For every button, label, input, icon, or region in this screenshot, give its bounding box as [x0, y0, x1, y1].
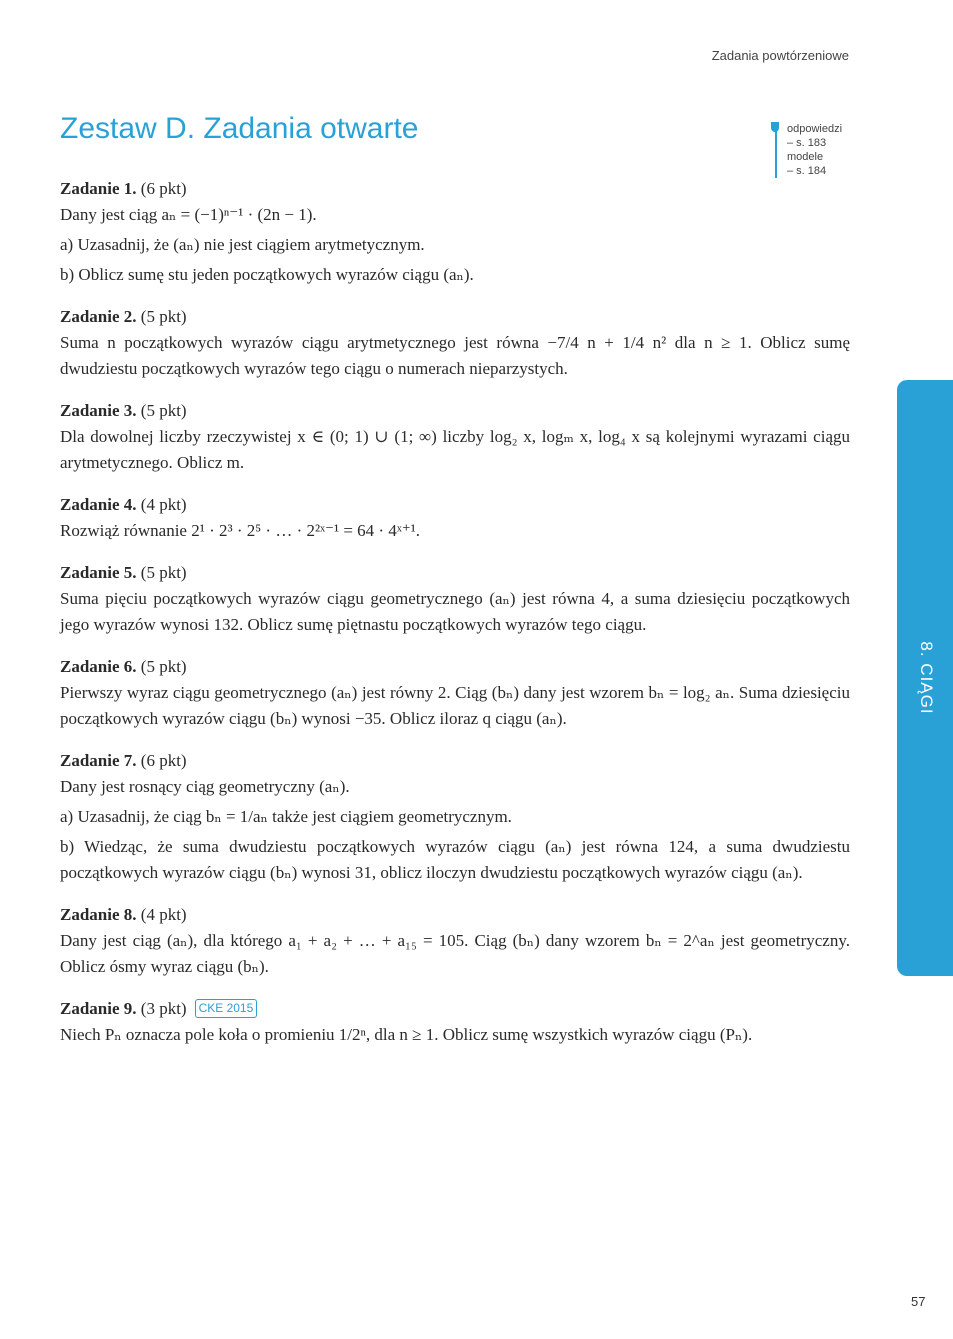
answers-sidenote: [775, 122, 842, 178]
task-points: (5 pkt): [140, 307, 187, 326]
page-title: Zestaw D. Zadania otwarte: [60, 112, 419, 145]
task-block: [60, 304, 850, 382]
task-points: (4 pkt): [140, 495, 187, 514]
task-text: Dany jest ciąg (aₙ), dla którego a₁ + a₂ + … + a₁₅ = 105. Ciąg (bₙ) dany wzorem bₙ = 2^aₙ jest geometryczny. Oblicz ósmy wyraz ciągu (bₙ).: [60, 931, 850, 976]
task-heading: [60, 492, 850, 518]
task-title: Zadanie 9.: [60, 999, 137, 1018]
exam-source-badge: CKE 2015: [195, 999, 258, 1018]
task-text: Suma n początkowych wyrazów ciągu arytmetycznego jest równa −7/4 n + 1/4 n² dla n ≥ 1. Oblicz sumę dwudziestu początkowych wyrazów tego ciągu o numerach nieparzystych.: [60, 333, 850, 378]
task-title: Zadanie 6.: [60, 657, 137, 676]
task-text: a) Uzasadnij, że ciąg bₙ = 1/aₙ także jest ciągiem geometrycznym.: [60, 807, 512, 826]
task-text: b) Oblicz sumę stu jeden początkowych wyrazów ciągu (aₙ).: [60, 265, 474, 284]
sidenote-line: modele: [787, 151, 824, 163]
task-text: Dany jest rosnący ciąg geometryczny (aₙ).: [60, 777, 350, 796]
chapter-side-tab: [897, 380, 953, 976]
task-block: [60, 176, 850, 288]
task-block: [60, 902, 850, 980]
sidenote-line: odpowiedzi: [787, 123, 843, 135]
sidenote-line: – s. 184: [787, 165, 827, 177]
task-points: (3 pkt): [140, 999, 187, 1018]
task-block: [60, 654, 850, 732]
task-block: [60, 996, 850, 1048]
task-points: (5 pkt): [140, 657, 187, 676]
task-heading: [60, 748, 850, 774]
task-title: Zadanie 4.: [60, 495, 137, 514]
task-points: (6 pkt): [140, 751, 187, 770]
task-heading: [60, 176, 850, 202]
page-number: 57: [911, 1294, 926, 1309]
task-text: Dany jest ciąg aₙ = (−1)ⁿ⁻¹ · (2n − 1).: [60, 205, 317, 224]
task-text: a) Uzasadnij, że (aₙ) nie jest ciągiem arytmetycznym.: [60, 235, 425, 254]
task-list: [60, 176, 850, 1064]
task-text: Rozwiąż równanie 2¹ · 2³ · 2⁵ · … · 2²ˣ⁻¹ = 64 · 4ˣ⁺¹.: [60, 521, 421, 540]
task-title: Zadanie 2.: [60, 307, 137, 326]
task-block: [60, 560, 850, 638]
task-points: (5 pkt): [140, 563, 187, 582]
chapter-side-tab-label: 8. CIĄGI: [917, 641, 936, 715]
task-title: Zadanie 7.: [60, 751, 137, 770]
task-block: [60, 492, 850, 544]
task-heading: [60, 304, 850, 330]
task-block: [60, 398, 850, 476]
task-text: Dla dowolnej liczby rzeczywistej x ∈ (0; 1) ∪ (1; ∞) liczby log₂ x, logₘ x, log₄ x są kolejnymi wyrazami ciągu arytmetycznego. Oblicz m.: [60, 427, 850, 472]
task-heading: [60, 996, 850, 1022]
task-title: Zadanie 1.: [60, 179, 137, 198]
task-text: Niech Pₙ oznacza pole koła o promieniu 1/2ⁿ, dla n ≥ 1. Oblicz sumę wszystkich wyrazów ciągu (Pₙ).: [60, 1025, 753, 1044]
task-title: Zadanie 8.: [60, 905, 137, 924]
task-points: (5 pkt): [140, 401, 187, 420]
task-points: (4 pkt): [140, 905, 187, 924]
task-block: [60, 748, 850, 886]
task-title: Zadanie 3.: [60, 401, 137, 420]
task-text: b) Wiedząc, że suma dwudziestu początkowych wyrazów ciągu (aₙ) jest równa 124, a suma dwudziestu początkowych wyrazów ciągu (bₙ) wynosi 31, oblicz iloczyn dwudziestu początkowych wyrazów ciągu (aₙ).: [60, 837, 850, 882]
sidenote-line: – s. 183: [787, 137, 827, 149]
task-heading: [60, 398, 850, 424]
task-heading: [60, 560, 850, 586]
task-points: (6 pkt): [140, 179, 187, 198]
task-heading: [60, 902, 850, 928]
running-header: Zadania powtórzeniowe: [711, 48, 849, 63]
task-title: Zadanie 5.: [60, 563, 137, 582]
task-heading: [60, 654, 850, 680]
task-text: Pierwszy wyraz ciągu geometrycznego (aₙ) jest równy 2. Ciąg (bₙ) dany jest wzorem bₙ = log₂ aₙ. Suma dziesięciu początkowych wyrazów ciągu (bₙ) wynosi −35. Oblicz iloraz q ciągu (aₙ).: [60, 683, 850, 728]
task-text: Suma pięciu początkowych wyrazów ciągu geometrycznego (aₙ) jest równa 4, a suma dziesięciu początkowych jego wyrazów wynosi 132. Oblicz sumę piętnastu początkowych wyrazów tego ciągu.: [60, 589, 850, 634]
